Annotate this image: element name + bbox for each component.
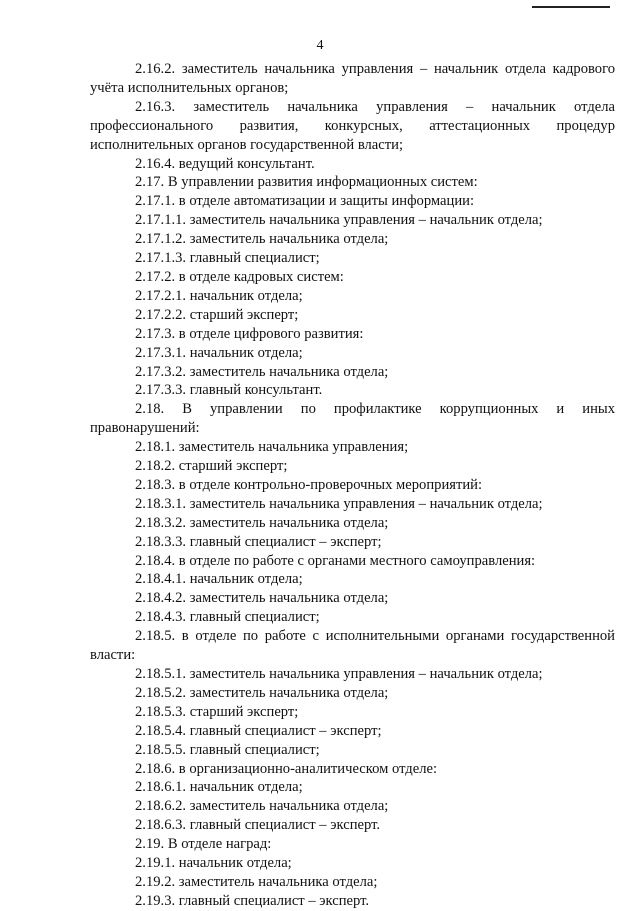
document-body: [90, 60, 615, 911]
paragraph: 2.17.3.3. главный консультант.: [135, 382, 323, 399]
paragraph: 2.19. В отделе наград:: [135, 836, 272, 853]
paragraph: 2.18.5.2. заместитель начальника отдела;: [135, 684, 389, 701]
paragraph: 2.18.4.1. начальник отдела;: [135, 571, 303, 588]
page-number: 4: [316, 38, 324, 53]
paragraph: 2.18.3. в отделе контрольно-проверочных мероприятий:: [135, 476, 483, 493]
paragraph: 2.18.6. в организационно-аналитическом отделе:: [135, 760, 438, 777]
paragraph: 2.18.4.3. главный специалист;: [135, 609, 320, 626]
paragraph: 2.17.1.3. главный специалист;: [135, 250, 320, 267]
paragraph: 2.18.5.5. главный специалист;: [135, 741, 320, 758]
paragraph: 2.17. В управлении развития информационных систем:: [135, 174, 478, 191]
top-edge-rule: [532, 6, 610, 8]
paragraph: 2.19.3. главный специалист – эксперт.: [135, 892, 370, 909]
paragraph: 2.18.6.2. заместитель начальника отдела;: [135, 798, 389, 815]
paragraph: 2.18.4.2. заместитель начальника отдела;: [135, 590, 389, 607]
paragraph: 2.18.4. в отделе по работе с органами местного самоуправления:: [135, 552, 536, 569]
paragraph: 2.18.3.3. главный специалист – эксперт;: [135, 533, 382, 550]
paragraph: 2.18.6.3. главный специалист – эксперт.: [135, 817, 381, 834]
paragraph: 2.17.1. в отделе автоматизации и защиты информации:: [135, 193, 474, 210]
paragraph: 2.17.3. в отделе цифрового развития:: [135, 325, 364, 342]
paragraph: 2.18.5.1. заместитель начальника управления – начальник отдела;: [135, 666, 543, 682]
paragraph: 2.18.5.4. главный специалист – эксперт;: [135, 722, 382, 739]
paragraph: 2.18.5. в отделе по работе с исполнительными органами государственной власти:: [90, 628, 615, 664]
paragraph: 2.17.1.1. заместитель начальника управления – начальник отдела;: [135, 212, 543, 229]
paragraph: 2.17.1.2. заместитель начальника отдела;: [135, 231, 389, 248]
paragraph: 2.18.3.1. заместитель начальника управления – начальник отдела;: [135, 495, 543, 512]
paragraph: 2.16.4. ведущий консультант.: [135, 155, 315, 172]
paragraph: 2.16.2. заместитель начальника управления – начальник отдела кадрового учёта исполнительных органов;: [90, 61, 615, 96]
paragraph: 2.18.6.1. начальник отдела;: [135, 779, 303, 796]
paragraph: 2.18.5.3. старший эксперт;: [135, 703, 299, 720]
paragraph: 2.17.3.2. заместитель начальника отдела;: [135, 363, 389, 380]
paragraph: 2.18.2. старший эксперт;: [135, 458, 288, 475]
paragraph: 2.17.2.2. старший эксперт;: [135, 306, 299, 323]
paragraph: 2.17.2. в отделе кадровых систем:: [135, 268, 344, 285]
paragraph: 2.16.3. заместитель начальника управления – начальник отдела профессионального развития, конкурсных, аттестационных процедур исполнительных органов государственной власти;: [90, 98, 615, 153]
paragraph: 2.19.1. начальник отдела;: [135, 855, 292, 872]
paragraph: 2.19.2. заместитель начальника отдела;: [135, 873, 378, 890]
paragraph: 2.18.3.2. заместитель начальника отдела;: [135, 514, 389, 531]
paragraph: 2.18.1. заместитель начальника управления;: [135, 439, 409, 456]
paragraph: 2.17.3.1. начальник отдела;: [135, 344, 303, 361]
paragraph: 2.18. В управлении по профилактике коррупционных и иных правонарушений:: [90, 401, 615, 437]
paragraph: 2.17.2.1. начальник отдела;: [135, 287, 303, 304]
